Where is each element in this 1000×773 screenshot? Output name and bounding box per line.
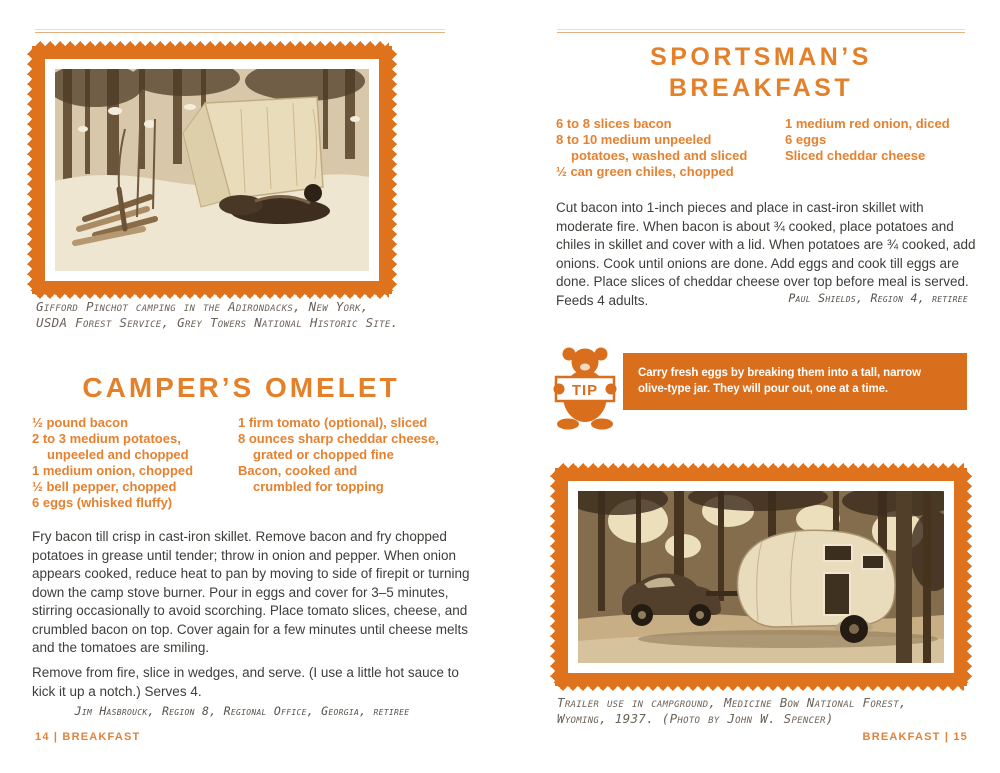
- recipe-attribution: Jim Hasbrouck, Region 8, Regional Office, Georgia, retiree: [74, 704, 410, 718]
- ingredient-line: 6 to 8 slices bacon: [556, 116, 672, 131]
- frame-zigzag-top: [35, 41, 389, 46]
- tip-callout-box: [623, 353, 967, 410]
- ingredient-line: 1 firm tomato (optional), sliced: [238, 415, 428, 430]
- tip-sign-label: TIP: [571, 382, 599, 399]
- caption-line: USDA Forest Service, Grey Towers National Historic Site.: [36, 315, 399, 330]
- caption-line: Gifford Pinchot camping in the Adirondacks, New York,: [36, 299, 369, 314]
- title-line: BREAKFAST: [668, 74, 854, 102]
- ingredient-line: Sliced cheddar cheese: [785, 148, 926, 163]
- recipe-instructions-paragraph: Fry bacon till crisp in cast-iron skillet. Remove bacon and fry chopped potatoes in grease until tender; throw in onion and pepper. When onion appears cooked, reduce heat to pan by moving to side of firepit or turning down the camp stove burner. Pour in eggs and cover for 3–5 minutes, stirring occasionally to avoid scorching. Place tomato slices, cheese, and crumbled bacon on top. Cover again for a few minutes until cheese melts and the tomatoes are smiling.: [32, 529, 470, 655]
- ingredient-line: ½ can green chiles, chopped: [556, 164, 734, 179]
- recipe-title-campers-omelet: CAMPER’S OMELET: [82, 372, 400, 403]
- frame-zigzag-top: [558, 463, 964, 468]
- tip-bear-mascot-icon: [552, 344, 618, 430]
- recipe-attribution: Paul Shields, Region 4, retiree: [788, 291, 968, 305]
- page-number-left: 14 | BREAKFAST: [35, 731, 141, 743]
- caption-line: Trailer use in campground, Medicine Bow National Forest,: [557, 695, 907, 710]
- photo-caption-camping: [36, 299, 472, 331]
- tip-text-line: olive-type jar. They will pour out, one at a time.: [638, 383, 888, 395]
- recipe-title-sportsmans-breakfast: [555, 42, 967, 104]
- top-rule-right: [557, 29, 965, 33]
- caption-line: Wyoming, 1937. (Photo by John W. Spencer): [557, 711, 834, 726]
- frame-zigzag-right: [967, 471, 972, 683]
- tip-text-line: Carry fresh eggs by breaking them into a tall, narrow: [638, 367, 921, 379]
- ingredient-line: ½ pound bacon: [32, 415, 129, 430]
- ingredient-line: 8 ounces sharp cheddar cheese,: [238, 431, 439, 446]
- photo-frame-camping: [32, 46, 392, 294]
- frame-zigzag-left: [550, 471, 555, 683]
- ingredient-line: 6 eggs: [785, 132, 827, 147]
- ingredient-line: ½ bell pepper, chopped: [32, 479, 177, 494]
- ingredient-line: Bacon, cooked and: [238, 463, 358, 478]
- photo-caption-trailer: [557, 695, 981, 727]
- ingredient-line: 2 to 3 medium potatoes,: [32, 431, 181, 446]
- ingredient-line: unpeeled and chopped: [47, 447, 189, 462]
- frame-zigzag-left: [27, 49, 32, 291]
- ingredient-line: 6 eggs (whisked fluffy): [32, 495, 173, 510]
- recipe-instructions-paragraph: Cut bacon into 1-inch pieces and place in cast-iron skillet with moderate fire. When bacon is about ¾ cooked, place potatoes and chiles in skillet and cover with a lid. When potatoes are ¾ cooked, add onions. Cook until onions are done. Add eggs and cook till eggs are done. Place slices of cheddar cheese over top before meal is served. Feeds 4 adults.: [556, 200, 976, 308]
- trailer-photo: [578, 491, 944, 663]
- ingredients-column: [556, 116, 784, 180]
- frame-zigzag-right: [392, 49, 397, 291]
- ingredients-column: [785, 116, 975, 164]
- ingredient-line: grated or chopped fine: [253, 447, 394, 462]
- title-line: SPORTSMAN’S: [650, 43, 872, 71]
- ingredients-column: [32, 415, 238, 511]
- ingredient-line: 1 medium red onion, diced: [785, 116, 950, 131]
- top-rule-left: [35, 29, 445, 33]
- recipe-serving-paragraph: Remove from fire, slice in wedges, and serve. (I use a little hot sauce to kick it up a notch.) Serves 4.: [32, 665, 459, 699]
- photo-matte: [45, 59, 379, 281]
- page-number-right: BREAKFAST | 15: [862, 731, 968, 743]
- camping-photo: [55, 69, 369, 271]
- photo-frame-trailer: [555, 468, 967, 686]
- ingredients-column: [238, 415, 472, 495]
- photo-matte: [568, 481, 954, 673]
- ingredient-line: crumbled for topping: [253, 479, 384, 494]
- ingredient-line: 8 to 10 medium unpeeled: [556, 132, 712, 147]
- ingredient-line: 1 medium onion, chopped: [32, 463, 194, 478]
- ingredient-line: potatoes, washed and sliced: [571, 148, 748, 163]
- frame-zigzag-bottom: [558, 686, 964, 691]
